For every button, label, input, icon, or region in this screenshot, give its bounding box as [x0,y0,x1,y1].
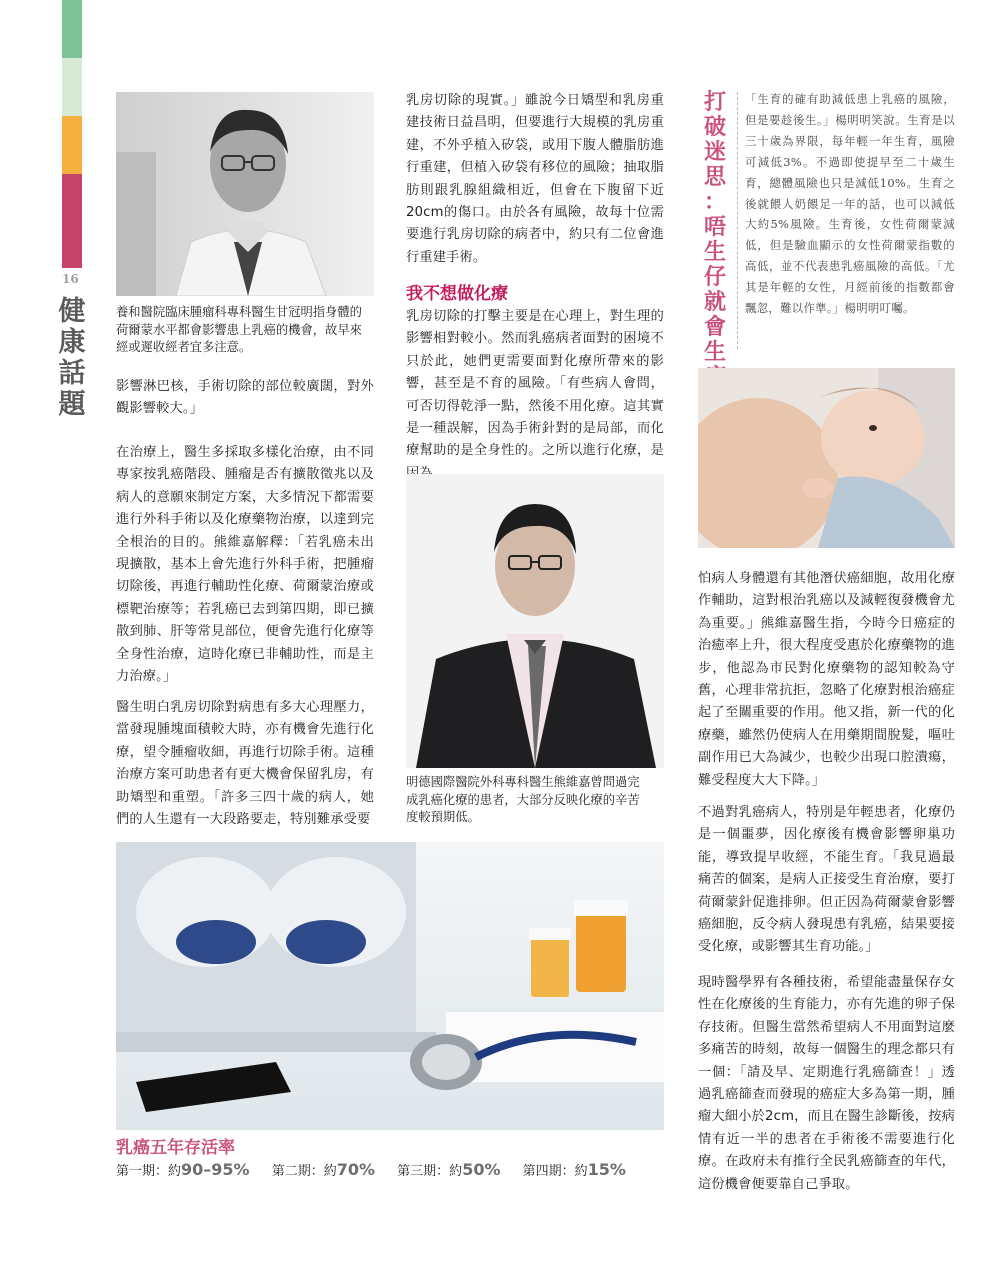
color-strip-green [62,0,82,58]
stage-label: 第二期：約 [271,1164,337,1179]
stage-label: 第一期：約 [116,1164,182,1179]
doctor-2-illustration [406,474,664,768]
doctor-1-photo [116,92,374,296]
col3-paragraph-2: 不過對乳癌病人，特別是年輕患者，化療仍是一個噩夢，因化療後有機會影響卵巢功能，導致提早收經，不能生育。「我見過最痛苦的個案，是病人正接受生育治療，要打荷爾蒙針促進排卵。但正因為荷爾蒙會影響癌細胞，反令病人發現患有乳癌，結果要接受化療，或影響其生育功能。」 [698,805,955,955]
sidebar-title-char: 迷 [703,139,726,165]
sidebar-title-char: 仔 [703,264,726,290]
page-number: 16 [62,272,79,286]
stage-label: 第四期：約 [522,1164,588,1179]
sidebar-title [700,90,730,415]
section-label-char: 題 [58,389,86,420]
sidebar-title-char: 打 [703,89,726,115]
doctor-2-photo [406,474,664,768]
sidebar-title-char: ： [703,189,726,215]
survival-rate-stage-3 [397,1160,504,1179]
col1-paragraph-2: 在治療上，醫生多採取多樣化治療，由不同專家按乳癌階段、腫瘤是否有擴散徵兆以及病人的意願來制定方案，大多情況下都需要進行外科手術以及化療藥物治療，以達到完全根治的目的。熊維嘉解釋：「若乳癌未出現擴散，基本上會先進行外科手術，把腫瘤切除後，再進行輔助性化療、荷爾蒙治療或標靶治療等；若乳癌已去到第四期，即已擴散到肺、肝等常見部位，便會先進行化療等全身性治療，這時化療已非輔助性，而是主力治療。」 [116,445,374,685]
sidebar-title-char: 思 [703,164,726,190]
sidebar-body: 「生育的確有助減低患上乳癌的風險，但是要趁後生。」楊明明笑說。生育是以三十歲為界限，每年輕一年生育，風險可減低3%。不過即使提早至二十歲生育，總體風險也只是減低10%。生育之後就餵人奶餵足一年的話，也可以減低大約5%風險。生育後，女性荷爾蒙減低，但是驗血顯示的女性荷爾蒙指數的高低，並不代表患乳癌風險的高低。「尤其是年輕的女性，月經前後的指數都會飄忽，難以作準。」楊明明叮囑。 [745,92,955,316]
survival-rate-title: 乳癌五年存活率 [116,1138,235,1158]
baby-illustration [698,368,955,548]
color-strip-pale-green [62,58,82,116]
doctor-2-caption: 明德國際醫院外科專科醫生熊維嘉曾問過完成乳癌化療的患者，大部分反映化療的辛苦度較預期低。 [406,775,640,824]
survival-rate-list [116,1160,644,1179]
survival-rate-stage-1 [116,1160,254,1179]
stage-value: 50 [462,1160,485,1179]
stage-unit: % [359,1160,376,1179]
col1-paragraph-1: 影響淋巴核，手術切除的部位較廣闊，對外觀影響較大。」 [116,379,374,417]
sidebar-title-char: 就 [703,289,726,315]
stage-label: 第三期：約 [397,1164,463,1179]
sidebar-title-char: 生 [703,239,726,265]
sidebar-title-char: 生 [703,339,726,365]
col3-paragraph-3: 現時醫學界有各種技術，希望能盡量保存女性在化療後的生育能力，亦有先進的卵子保存技術。但醫生當然希望病人不用面對這麼多痛苦的時刻，故每一個醫生的理念都只有一個：「請及早、定期進行乳癌篩查！」透過乳癌篩查而發現的癌症大多為第一期，腫瘤大細小於2cm，而且在醫生診斷後，按病情有近一半的患者在手術後不需要進行化療。在政府未有推行全民乳癌篩查的年代，這份機會便要靠自己爭取。 [698,975,955,1192]
stage-value: 15 [587,1160,610,1179]
color-strip-pink [62,174,82,268]
medical-still-life-photo [116,842,664,1130]
stage-value: 70 [336,1160,359,1179]
sidebar-title-char: 破 [703,114,726,140]
survival-rate-stage-2 [271,1160,379,1179]
sidebar-title-char: 唔 [703,214,726,240]
stage-unit: % [609,1160,626,1179]
col3-paragraph-1: 怕病人身體還有其他潛伏癌細胞，故用化療作輔助，這對根治乳癌以及減輕復發機會尤為重要。」熊維嘉醫生指，今時今日癌症的治癒率上升，很大程度受惠於化療藥物的進步，他認為市民對化療藥物的認知較為守舊，心理非常抗拒，忽略了化療對根治癌症起了至關重要的作用。他又指，新一代的化療藥，雖然仍使病人在用藥期間脫髮，嘔吐副作用已大為減少，也較少出現口腔潰瘍，難受程度大大下降。」 [698,571,955,788]
section-label [58,296,86,420]
section-label-char: 話 [58,358,86,389]
section-label-char: 康 [58,327,86,358]
stage-unit: % [484,1160,501,1179]
stage-value: 90–95 [181,1160,234,1179]
subheading-no-chemo: 我不想做化療 [406,284,508,304]
color-strip-orange [62,116,82,174]
baby-photo [698,368,955,548]
medical-still-life-illustration [116,842,664,1130]
col2-paragraph-2: 乳房切除的打擊主要是在心理上，對生理的影響相對較小。然而乳癌病者面對的困境不只於此，她們更需要面對化療所帶來的影響，甚至是不育的風險。「有些病人會問，可否切得乾淨一點，然後不用化療。這其實是一種誤解，因為手術針對的是局部，而化療幫助的是全身性的。之所以進行化療，是 [406,309,664,459]
col1-paragraph-3: 醫生明白乳房切除對病患有多大心理壓力，當發現腫塊面積較大時，亦有機會先進行化療，望令腫瘤收細，再進行切除手術。這種治療方案可助患者有更大機會保留乳房，有助矯型和重塑。「許多三四十歲的病人，她們的人生還有一大段路要走，特別難承受要 [116,700,374,828]
col2-paragraph-1: 乳房切除的現實。」雖說今日矯型和乳房重建技術日益昌明，但要進行大規模的乳房重建，不外乎植入矽袋，或用下腹人體脂肪進行重建，但植入矽袋有移位的風險；抽取脂肪則跟乳腺組織相近，但會在下腹留下近20cm的傷口。由於各有風險，故每十位需要進行乳房切除的病者中，約只有二位會進行重建手術。 [406,93,664,265]
stage-unit: % [233,1160,250,1179]
sidebar-title-char: 會 [703,314,726,340]
doctor-1-illustration [116,92,374,296]
sidebar-divider [737,92,738,349]
doctor-1-caption: 養和醫院臨床腫瘤科專科醫生甘冠明指身體的荷爾蒙水平都會影響患上乳癌的機會，故早來經或遲收經者宜多注意。 [116,305,362,354]
survival-rate-stage-4 [522,1160,626,1179]
section-label-char: 健 [58,296,86,327]
